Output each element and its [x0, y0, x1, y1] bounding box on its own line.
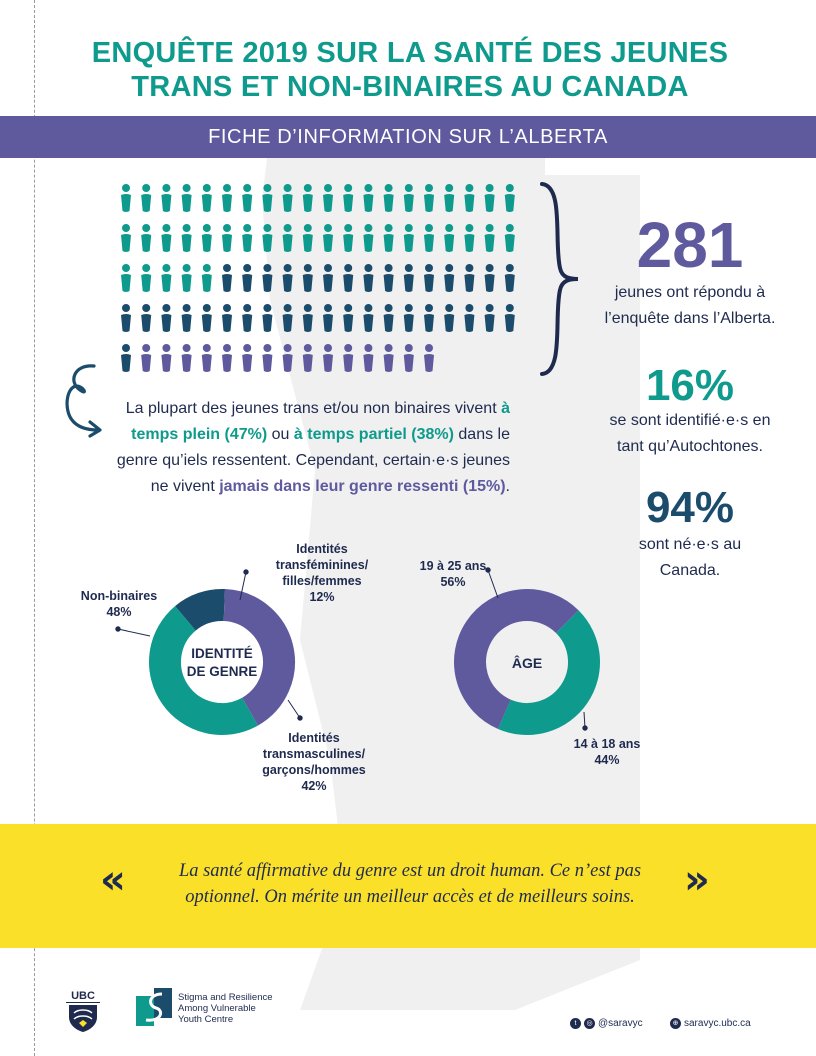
org-line-3: Youth Centre [178, 1014, 234, 1025]
label-non-binary [64, 588, 174, 620]
website-link[interactable]: saravyc.ubc.ca [684, 1018, 751, 1029]
stat-born-canada-value: 94% [645, 483, 735, 532]
para-text-3: dans le genre qu’iels ressentent. Cependant, certain·e·s jeunes ne vivent [116, 426, 510, 495]
label-transmasculine-pct: 42% [301, 779, 327, 793]
label-transfeminine-l3: filles/femmes [282, 574, 362, 588]
social-handle[interactable]: @saravyc [598, 1018, 643, 1029]
label-transfeminine-l1: Identités [296, 542, 348, 556]
ubc-crest-icon [66, 1003, 100, 1033]
org-line-2: Among Vulnerable [178, 1003, 256, 1014]
stat-respondents-line2: l’enquête dans l’Alberta. [604, 310, 776, 327]
subtitle-band: FICHE D’INFORMATION SUR L’ALBERTA [0, 116, 816, 158]
label-age-14-18-pct: 44% [594, 753, 620, 767]
open-quote-mark: « [100, 857, 126, 903]
stat-indigenous-line1: se sont identifié·e·s en [609, 412, 771, 429]
stat-indigenous-line2: tant qu’Autochtones. [617, 438, 763, 455]
label-non-binary-pct: 48% [106, 605, 132, 619]
ubc-logo-text: UBC [66, 990, 100, 1003]
quote-line-1: La santé affirmative du genre est un droit human. Ce n’est pas [178, 861, 642, 881]
ubc-logo [66, 990, 100, 1038]
label-age-14-18-text: 14 à 18 ans [573, 737, 641, 751]
para-text-1: La plupart des jeunes trans et/ou non binaires vivent [125, 400, 502, 417]
instagram-icon: ◎ [584, 1018, 595, 1029]
label-non-binary-text: Non-binaires [80, 589, 158, 603]
label-transfeminine [262, 541, 382, 605]
quote-line-2: optionnel. On mérite un meilleur accès et de meilleurs soins. [185, 887, 635, 907]
stat-respondents-value: 281 [636, 209, 744, 281]
gender-center-line1: IDENTITÉ [191, 646, 253, 661]
label-transmasculine-l1: Identités [288, 731, 340, 745]
label-transmasculine-l2: transmasculines/ [262, 747, 366, 761]
para-highlight-never: jamais dans leur genre ressenti (15%) [219, 478, 506, 495]
age-donut-center-label: ÂGE [511, 655, 543, 671]
quote-text [150, 858, 670, 910]
label-age-19-25-pct: 56% [440, 575, 466, 589]
label-transfeminine-pct: 12% [309, 590, 335, 604]
label-age-14-18 [562, 736, 652, 768]
stat-born-canada-line1: sont né·e·s au [638, 536, 742, 553]
globe-icon: ⊕ [670, 1018, 681, 1029]
label-transfeminine-l2: transféminines/ [275, 558, 369, 572]
stat-born-canada-line2: Canada. [659, 562, 721, 579]
label-age-19-25-text: 19 à 25 ans [419, 559, 487, 573]
org-line-1: Stigma and Resilience [178, 992, 273, 1003]
website-link-group [670, 1018, 751, 1029]
para-highlight-fulltime: à temps plein (47%) [131, 400, 510, 443]
close-quote-mark: » [684, 857, 710, 903]
label-transmasculine-l3: garçons/hommes [262, 763, 366, 777]
para-highlight-parttime: à temps partiel (38%) [293, 426, 454, 443]
title-line-2: TRANS ET NON-BINAIRES AU CANADA [131, 71, 689, 103]
twitter-icon: t [570, 1018, 581, 1029]
para-text-2: ou [267, 426, 294, 443]
para-text-4: . [505, 478, 510, 495]
social-handles [570, 1018, 643, 1029]
saravyc-logo-icon [136, 988, 172, 1026]
saravyc-org-name [178, 992, 278, 1025]
stat-respondents-line1: jeunes ont répondu à [614, 284, 766, 301]
stat-indigenous-value: 16% [645, 361, 735, 410]
label-age-19-25 [408, 558, 498, 590]
label-transmasculine [254, 730, 374, 794]
title-line-1: ENQUÊTE 2019 SUR LA SANTÉ DES JEUNES [91, 37, 729, 69]
gender-center-line2: DE GENRE [186, 664, 258, 679]
